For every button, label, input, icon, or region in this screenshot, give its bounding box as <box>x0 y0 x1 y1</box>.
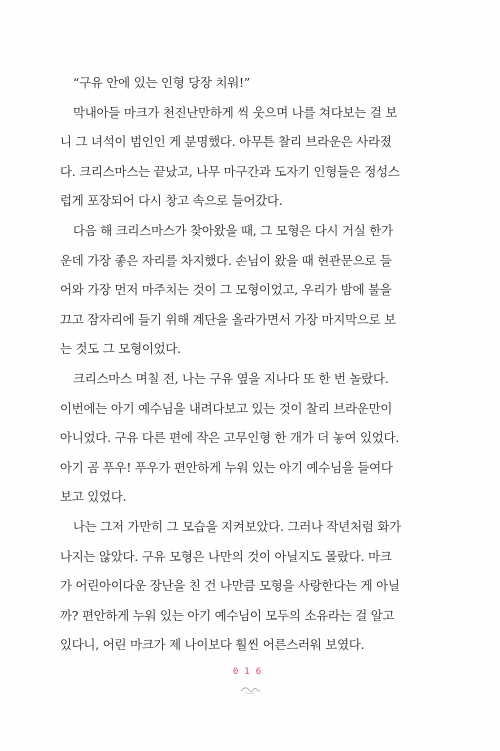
paragraph-4-line-1: 크리스마스 며칠 전, 나는 구유 옆을 지나다 또 한 번 놀랐다. <box>73 370 389 386</box>
paragraph-4-line-5: 보고 있었다. <box>60 489 127 505</box>
paragraph-4-line-3: 아니었다. 구유 다른 편에 작은 고무인형 한 개가 더 놓여 있었다. <box>60 430 400 446</box>
page-number: 016 <box>232 667 268 677</box>
paragraph-5-line-2: 나지는 않았다. 구유 모형은 나만의 것이 아닐지도 몰랐다. 마크 <box>60 548 392 564</box>
paragraph-3-line-1: 다음 해 크리스마스가 찾아왔을 때, 그 모형은 다시 거실 한가 <box>73 222 393 238</box>
flourish-ornament-icon <box>238 684 262 696</box>
paragraph-4-line-2: 이번에는 아기 예수님을 내려다보고 있는 것이 찰리 브라운만이 <box>60 400 393 416</box>
paragraph-2-line-1: 막내아들 마크가 천진난만하게 씩 웃으며 나를 쳐다보는 걸 보 <box>73 104 398 120</box>
paragraph-4-line-4: 아기 곰 푸우! 푸우가 편안하게 누워 있는 아기 예수님을 들여다 <box>60 459 393 475</box>
body-text <box>60 68 444 660</box>
paragraph-3-line-5: 는 것도 그 모형이었다. <box>60 341 181 357</box>
paragraph-3-line-4: 끄고 잠자리에 들기 위해 계단을 올라가면서 가장 마지막으로 보 <box>60 311 396 327</box>
paragraph-3-line-3: 어와 가장 먼저 마주치는 것이 그 모형이었고, 우리가 밤에 불을 <box>60 282 392 298</box>
paragraph-5-line-4: 까? 편안하게 누워 있는 아기 예수님이 모두의 소유라는 걸 알고 <box>60 607 395 623</box>
paragraph-5-line-3: 가 어린아이다운 장난을 친 건 나만큼 모형을 사랑한다는 게 아닐 <box>60 578 400 594</box>
paragraph-2-line-4: 럽게 포장되어 다시 창고 속으로 들어갔다. <box>60 193 283 209</box>
paragraph-1-line-1: “구유 안에 있는 인형 당장 치워!” <box>73 75 250 90</box>
paragraph-2-line-2: 니 그 녀석이 범인인 게 분명했다. 아무튼 찰리 브라운은 사라졌 <box>60 134 392 150</box>
paragraph-3-line-2: 운데 가장 좋은 자리를 차지했다. 손님이 왔을 때 현관문으로 들 <box>60 252 392 268</box>
paragraph-2-line-3: 다. 크리스마스는 끝났고, 나무 마구간과 도자기 인형들은 정성스 <box>60 163 400 179</box>
paragraph-5-line-5: 있다니, 어린 마크가 제 나이보다 훨씬 어른스러워 보였다. <box>60 637 365 653</box>
paragraph-5-line-1: 나는 그저 가만히 그 모습을 지켜보았다. 그러나 작년처럼 화가 <box>73 518 401 534</box>
